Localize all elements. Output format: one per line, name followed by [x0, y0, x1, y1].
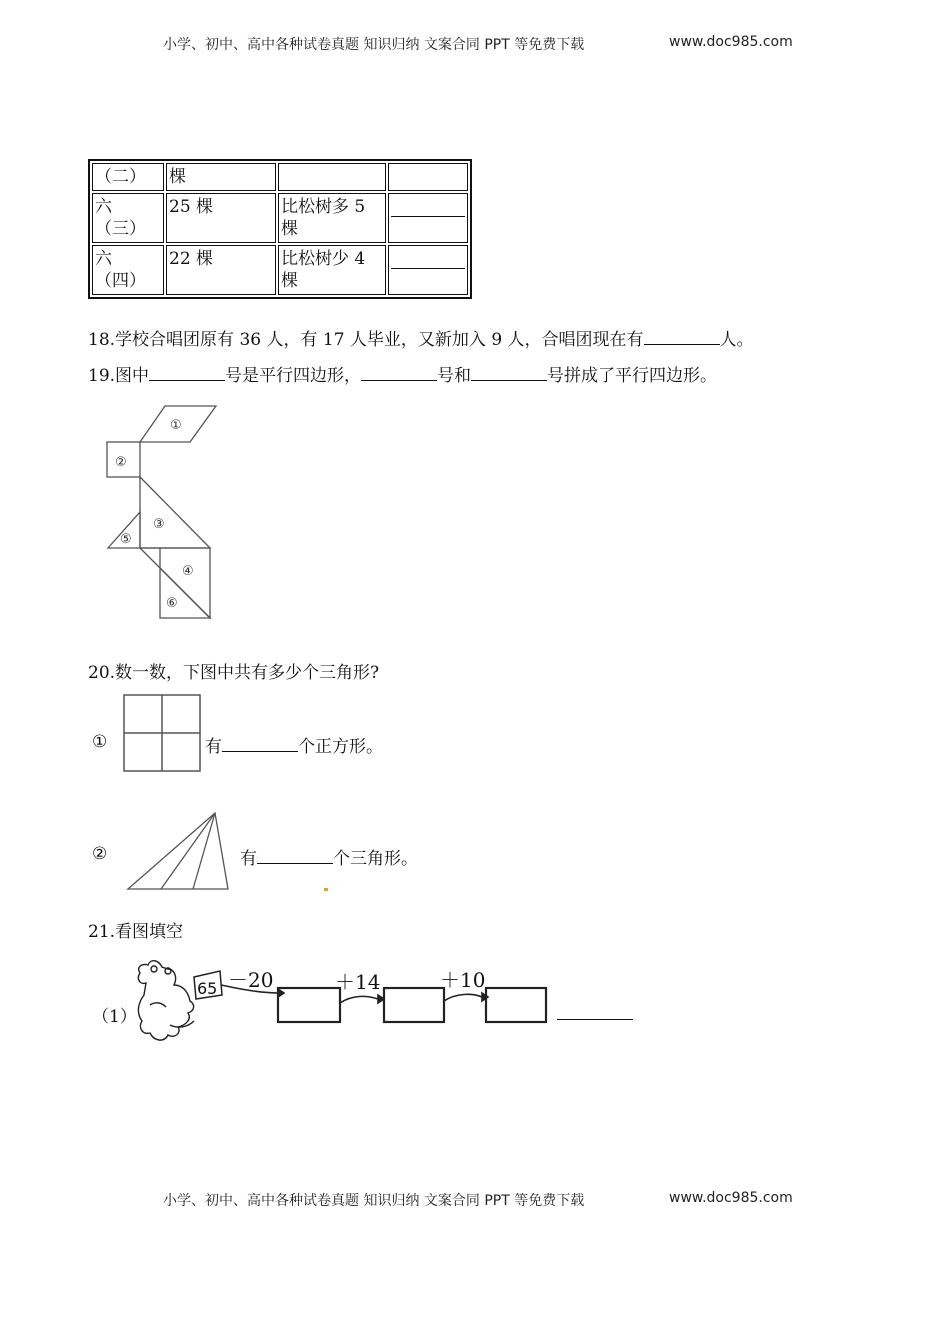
table-cell-class: 六 （三）	[92, 193, 164, 243]
shapes-figure	[100, 398, 225, 623]
table-cell-class: 六 （四）	[92, 245, 164, 295]
answer-box-1	[278, 988, 340, 1022]
answer-blank[interactable]	[471, 366, 547, 381]
stray-mark	[324, 888, 328, 891]
answer-blank[interactable]	[257, 849, 333, 864]
label-3: ③	[153, 517, 165, 532]
answer-blank[interactable]	[391, 252, 465, 269]
question-18: 18.学校合唱团原有 36 人，有 17 人毕业，又新加入 9 人，合唱团现在有 人。	[88, 330, 754, 350]
square-grid-figure	[122, 693, 202, 773]
answer-blank[interactable]	[644, 330, 720, 345]
table-row	[92, 245, 468, 295]
answer-blank[interactable]	[222, 737, 298, 752]
calc-chain-figure	[130, 955, 560, 1050]
op-2: ＋14	[335, 970, 381, 994]
page-footer	[163, 1190, 793, 1210]
question-19: 19.图中 号是平行四边形， 号和 号拼成了平行四边形。	[88, 366, 718, 386]
q20-item1-number: ①	[92, 732, 108, 752]
question-21-title: 21.看图填空	[88, 922, 184, 942]
answer-blank[interactable]	[391, 200, 465, 217]
label-2: ②	[115, 455, 127, 470]
table-cell-class: （二）	[92, 163, 164, 191]
table-cell-count: 25 棵	[166, 193, 276, 243]
label-4: ④	[182, 564, 194, 579]
header-text: 小学、初中、高中各种试卷真题 知识归纳 文案合同 PPT 等免费下载	[163, 37, 585, 53]
question-20-title: 20.数一数，下图中共有多少个三角形?	[88, 663, 380, 683]
shape-3-triangle	[140, 477, 210, 548]
table-cell-compare: 比松树少 4 棵	[278, 245, 386, 295]
answer-blank[interactable]	[557, 1019, 633, 1020]
table-cell-compare	[278, 163, 386, 191]
footer-url[interactable]: www.doc985.com	[669, 1190, 793, 1206]
answer-box-3	[486, 988, 546, 1022]
arrow-2	[340, 996, 378, 1003]
table-cell-count: 棵	[166, 163, 276, 191]
triangle-fan-figure	[125, 810, 231, 892]
label-6: ⑥	[166, 596, 178, 611]
label-5: ⑤	[120, 532, 132, 547]
op-3: ＋10	[440, 968, 486, 992]
frog-icon	[138, 961, 194, 1040]
answer-blank[interactable]	[149, 366, 225, 381]
start-value: 65	[197, 979, 218, 998]
arrow-3	[444, 994, 482, 1001]
table-row	[92, 163, 468, 191]
q20-item1: 有 个正方形。	[205, 737, 383, 757]
q21-label: （1）	[92, 1007, 137, 1027]
answer-blank[interactable]	[361, 366, 437, 381]
table-cell-compare: 比松树多 5 棵	[278, 193, 386, 243]
header-url[interactable]: www.doc985.com	[669, 34, 793, 50]
q20-item2-number: ②	[92, 844, 108, 864]
tree-table	[88, 159, 472, 299]
answer-box-2	[384, 988, 444, 1022]
page-header	[163, 34, 793, 54]
table-cell-answer	[388, 163, 468, 191]
table-cell-count: 22 棵	[166, 245, 276, 295]
table-cell-answer[interactable]	[388, 193, 468, 243]
table-cell-answer[interactable]	[388, 245, 468, 295]
label-1: ①	[170, 418, 182, 433]
footer-text: 小学、初中、高中各种试卷真题 知识归纳 文案合同 PPT 等免费下载	[163, 1193, 585, 1209]
table-row	[92, 193, 468, 243]
op-1: －20	[228, 968, 274, 992]
q20-item2: 有 个三角形。	[240, 849, 418, 869]
